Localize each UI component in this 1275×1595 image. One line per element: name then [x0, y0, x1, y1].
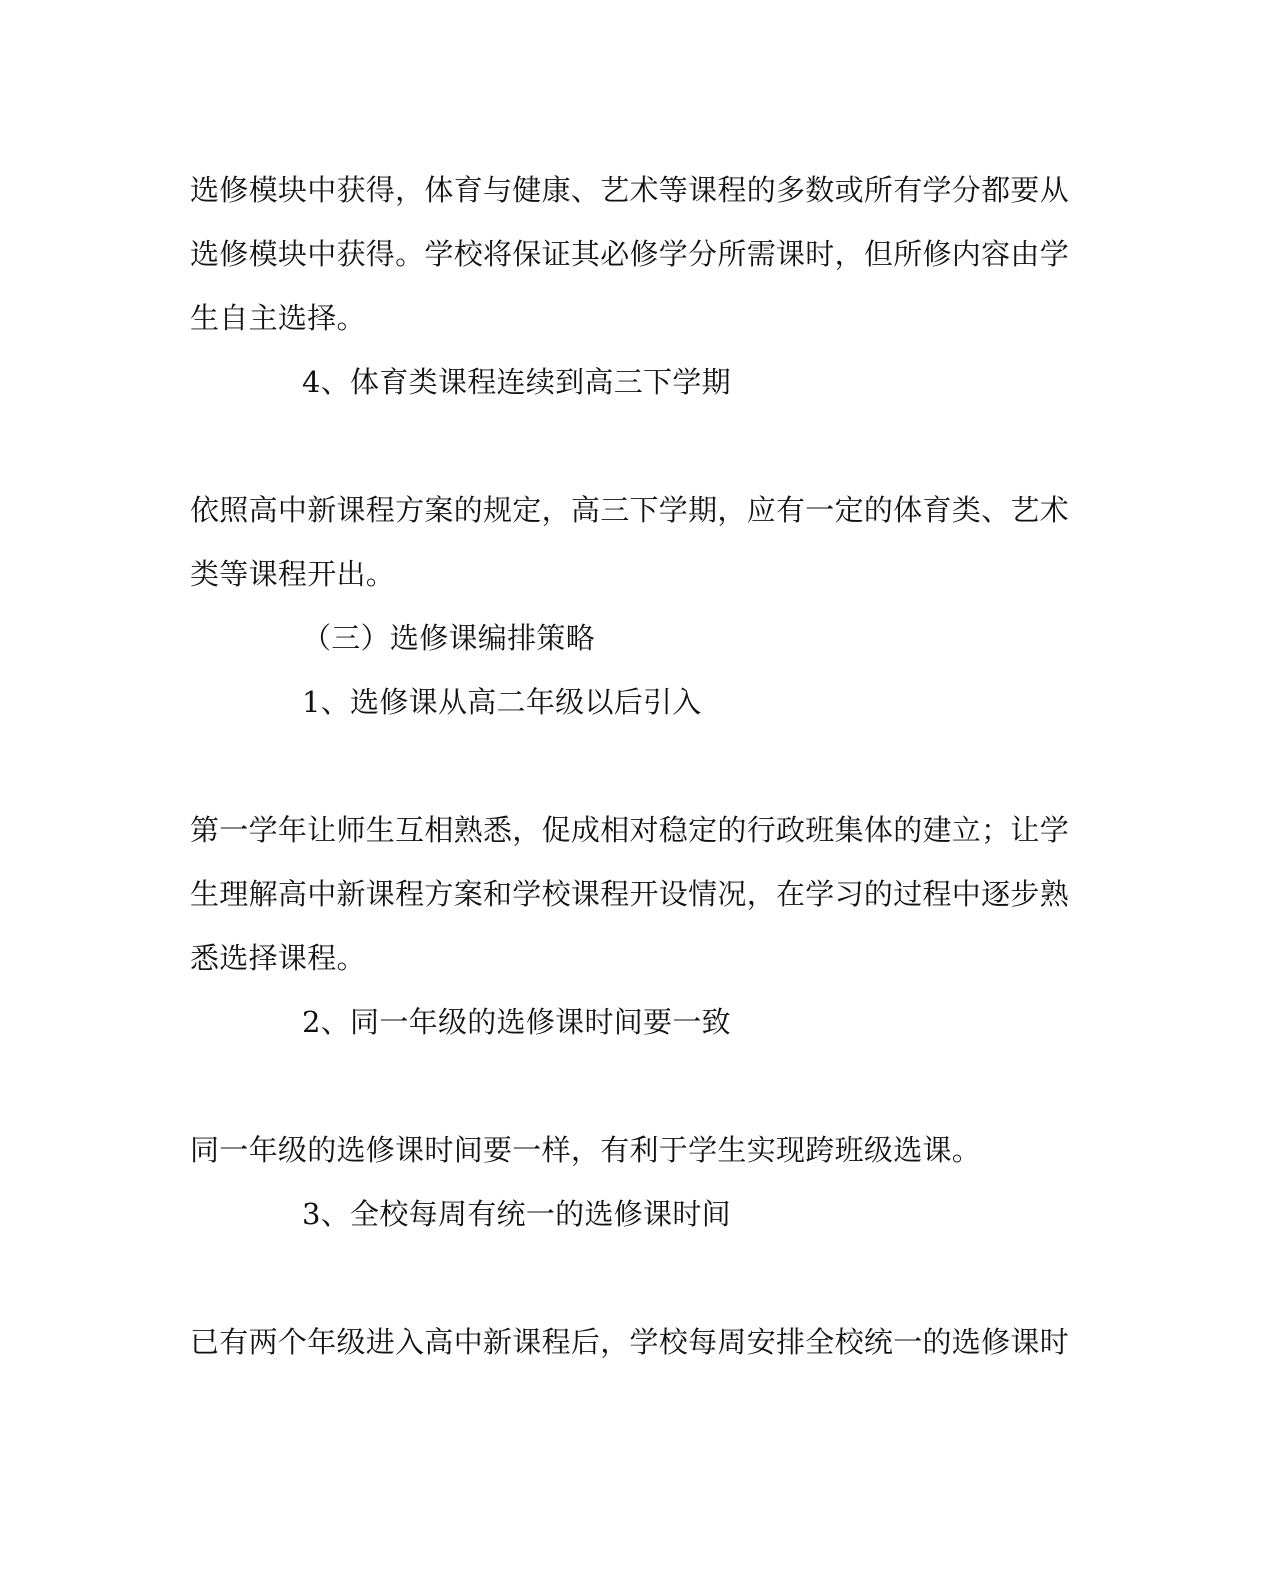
section-heading: （三）选修课编排策略: [302, 621, 596, 655]
section-heading: 1、选修课从高二年级以后引入: [302, 685, 702, 719]
section-heading: 3、全校每周有统一的选修课时间: [302, 1197, 731, 1231]
body-text-line: 悉选择课程。: [190, 941, 366, 975]
body-text-line: 依照高中新课程方案的规定，高三下学期，应有一定的体育类、艺术: [190, 493, 1070, 527]
body-text-line: 第一学年让师生互相熟悉，促成相对稳定的行政班集体的建立；让学: [190, 813, 1070, 847]
body-text-line: 生理解高中新课程方案和学校课程开设情况，在学习的过程中逐步熟: [190, 877, 1070, 911]
section-heading: 2、同一年级的选修课时间要一致: [302, 1005, 731, 1039]
body-text-line: 类等课程开出。: [190, 557, 396, 591]
body-text-line: 已有两个年级进入高中新课程后，学校每周安排全校统一的选修课时: [190, 1325, 1070, 1359]
body-text-line: 生自主选择。: [190, 301, 366, 335]
body-text-line: 同一年级的选修课时间要一样，有利于学生实现跨班级选课。: [190, 1133, 982, 1167]
body-text-line: 选修模块中获得。学校将保证其必修学分所需课时，但所修内容由学: [190, 237, 1070, 271]
body-text-line: 选修模块中获得，体育与健康、艺术等课程的多数或所有学分都要从: [190, 173, 1070, 207]
section-heading: 4、体育类课程连续到高三下学期: [302, 365, 731, 399]
